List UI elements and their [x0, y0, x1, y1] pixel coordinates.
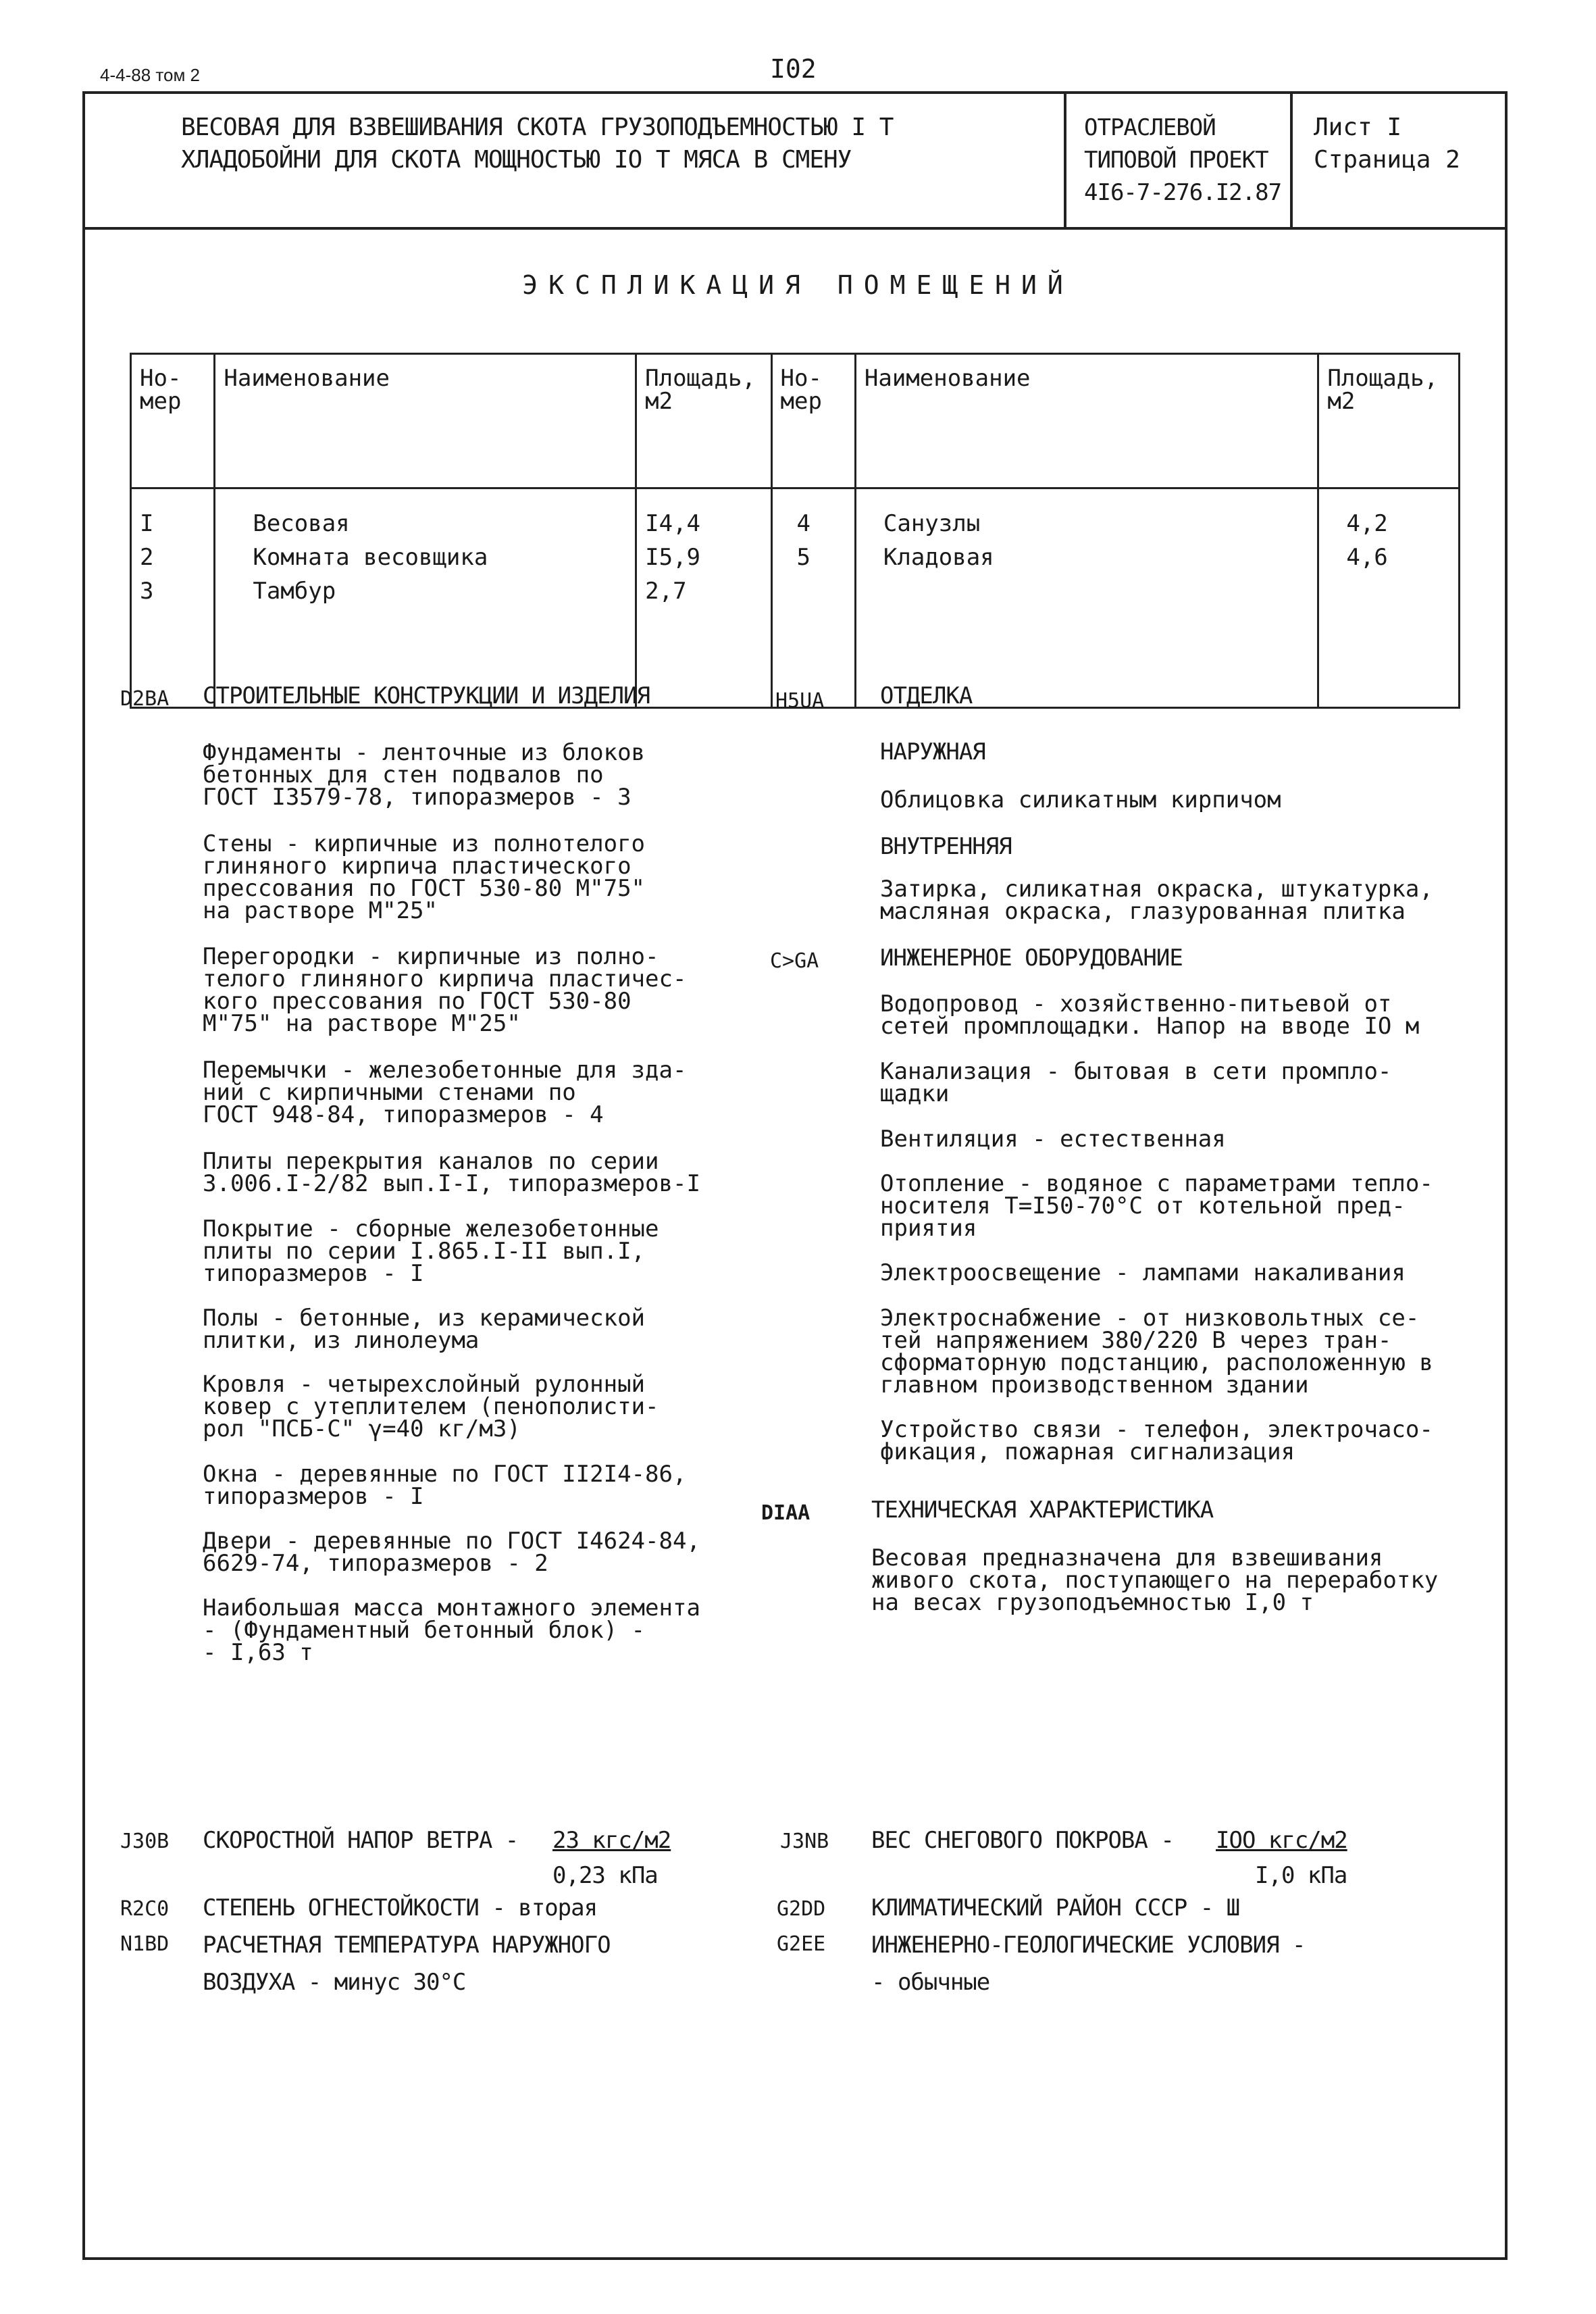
section-code: D2BA — [120, 687, 170, 711]
title-block-divider — [1290, 91, 1293, 230]
spec-paragraph: Электроосвещение - лампами накаливания — [880, 1259, 1406, 1286]
explication-table — [130, 353, 1460, 709]
subsection-heading: ВНУТРЕННЯЯ — [880, 833, 1012, 860]
project-line: ОТРАСЛЕВОЙ — [1084, 114, 1216, 141]
spec-paragraph: Затирка, силикатная окраска, штукатурка, масляная окраска, глазурованная плитка — [880, 876, 1433, 925]
table-header-row — [131, 354, 1460, 488]
sheet-line: Страница 2 — [1314, 146, 1460, 174]
snow-load-value: IOO кгс/м2 — [1216, 1827, 1347, 1854]
col-header-area: Площадь, м2 — [1318, 354, 1460, 488]
col-header-number: Но- мер — [771, 354, 855, 488]
spec-paragraph: Покрытие - сборные железобетонные плиты по серии I.865.I-II вып.I, типоразмеров - I — [203, 1215, 659, 1287]
room-names: Весовая Комната весовщика Тамбур — [215, 488, 636, 708]
title-block-divider — [1064, 91, 1066, 230]
page-number: I02 — [770, 54, 817, 84]
spec-paragraph: Перемычки - железобетонные для зда- ний с кирпичными стенами по ГОСТ 948-84, типоразмеров - 4 — [203, 1057, 687, 1128]
spec-paragraph: Фундаменты - ленточные из блоков бетонных для стен подвалов по ГОСТ I3579-78, типоразмеров - 3 — [203, 739, 646, 811]
param-code: G2DD — [777, 1897, 826, 1921]
climate-region: КЛИМАТИЧЕСКИЙ РАЙОН СССР - Ш — [871, 1894, 1240, 1921]
explication-title: ЭКСПЛИКАЦИЯ ПОМЕЩЕНИЙ — [522, 270, 1074, 300]
sheet-line: Лист I — [1314, 114, 1402, 141]
spec-paragraph: Полы - бетонные, из керамической плитки, из линолеума — [203, 1305, 646, 1354]
spec-paragraph: Вентиляция - естественная — [880, 1126, 1226, 1153]
project-line: ТИПОВОЙ ПРОЕКТ — [1084, 147, 1268, 174]
spec-paragraph: Отопление - водяное с параметрами тепло- носителя Т=I50-70°С от котельной пред- приятия — [880, 1170, 1433, 1242]
param-code: J30B — [120, 1830, 170, 1853]
project-line: 4I6-7-276.I2.87 — [1084, 179, 1282, 206]
snow-load-kpa: I,0 кПа — [1255, 1862, 1347, 1889]
title-line: ВЕСОВАЯ ДЛЯ ВЗВЕШИВАНИЯ СКОТА ГРУЗОПОДЪЕМНОСТЬЮ I Т — [181, 114, 894, 141]
section-heading: ТЕХНИЧЕСКАЯ ХАРАКТЕРИСТИКА — [871, 1496, 1214, 1524]
room-areas: 4,2 4,6 — [1318, 488, 1460, 708]
wind-pressure-label: СКОРОСТНОЙ НАПОР ВЕТРА - — [203, 1827, 519, 1854]
title-line: ХЛАДОБОЙНИ ДЛЯ СКОТА МОЩНОСТЬЮ IO Т МЯСА В СМЕНУ — [181, 146, 852, 174]
spec-paragraph: Кровля - четырехслойный рулонный ковер с утеплителем (пенополисти- рол "ПСБ-С" γ=40 кг/м3) — [203, 1371, 659, 1442]
spec-paragraph: Весовая предназначена для взвешивания живого скота, поступающего на переработку на весах грузоподъемностью I,0 т — [871, 1544, 1439, 1616]
spec-paragraph: Электроснабжение - от низковольтных се- тей напряжением 380/220 В через тран- сформаторную подстанцию, расположенную в главном производственном здании — [880, 1305, 1433, 1399]
col-header-name: Наименование — [855, 354, 1318, 488]
subsection-heading: НАРУЖНАЯ — [880, 738, 985, 765]
section-code: C>GA — [770, 949, 819, 973]
document-code: 4-4-88 том 2 — [100, 65, 201, 85]
section-heading: СТРОИТЕЛЬНЫЕ КОНСТРУКЦИИ И ИЗДЕЛИЯ — [203, 682, 650, 709]
section-code: DIAA — [761, 1501, 810, 1525]
spec-paragraph: Устройство связи - телефон, электрочасо- фикация, пожарная сигнализация — [880, 1416, 1433, 1465]
spec-paragraph: Облицовка силикатным кирпичом — [880, 786, 1281, 813]
col-header-number: Но- мер — [131, 354, 215, 488]
section-heading: ОТДЕЛКА — [880, 682, 973, 709]
spec-paragraph: Плиты перекрытия каналов по серии 3.006.I-2/82 вып.I-I, типоразмеров-I — [203, 1148, 700, 1197]
wind-pressure-kpa: 0,23 кПа — [552, 1862, 658, 1889]
room-areas: I4,4 I5,9 2,7 — [636, 488, 771, 708]
spec-paragraph: Стены - кирпичные из полнотелого глиняного кирпича пластического прессования по ГОСТ 530-80 М"75" на растворе М"25" — [203, 830, 646, 924]
param-code: R2C0 — [120, 1897, 170, 1921]
col-header-name: Наименование — [215, 354, 636, 488]
section-code: H5UA — [775, 689, 825, 713]
design-temperature: РАСЧЕТНАЯ ТЕМПЕРАТУРА НАРУЖНОГО ВОЗДУХА - минус 30°С — [203, 1932, 611, 1996]
spec-paragraph: Перегородки - кирпичные из полно- телого глиняного кирпича пластичес- кого прессования по ГОСТ 530-80 М"75" на растворе М"25" — [203, 943, 687, 1037]
document-title — [181, 111, 893, 176]
room-numbers: 4 5 — [771, 488, 855, 708]
room-names: Санузлы Кладовая — [855, 488, 1318, 708]
param-code: G2EE — [777, 1932, 826, 1956]
spec-paragraph: Водопровод - хозяйственно-питьевой от сетей промплощадки. Напор на вводе IO м — [880, 990, 1420, 1040]
param-code: J3NB — [780, 1830, 829, 1853]
fire-resistance: СТЕПЕНЬ ОГНЕСТОЙКОСТИ - вторая — [203, 1894, 598, 1921]
wind-pressure-value: 23 кгс/м2 — [552, 1827, 671, 1854]
sheet-info — [1314, 111, 1460, 176]
geological-conditions: ИНЖЕНЕРНО-ГЕОЛОГИЧЕСКИЕ УСЛОВИЯ - - обычные — [871, 1932, 1306, 1996]
spec-paragraph: Наибольшая масса монтажного элемента - (Фундаментный бетонный блок) - - I,63 т — [203, 1594, 700, 1666]
project-info — [1084, 111, 1281, 209]
spec-paragraph: Окна - деревянные по ГОСТ II2I4-86, типоразмеров - I — [203, 1461, 687, 1510]
param-code: N1BD — [120, 1932, 170, 1956]
table-row — [131, 488, 1460, 708]
spec-paragraph: Двери - деревянные по ГОСТ I4624-84, 6629-74, типоразмеров - 2 — [203, 1528, 700, 1577]
section-heading: ИНЖЕНЕРНОЕ ОБОРУДОВАНИЕ — [880, 945, 1183, 972]
room-numbers: I 2 3 — [131, 488, 215, 708]
snow-load-label: ВЕС СНЕГОВОГО ПОКРОВА - — [871, 1827, 1174, 1854]
col-header-area: Площадь, м2 — [636, 354, 771, 488]
spec-paragraph: Канализация - бытовая в сети промпло- щадки — [880, 1058, 1392, 1107]
